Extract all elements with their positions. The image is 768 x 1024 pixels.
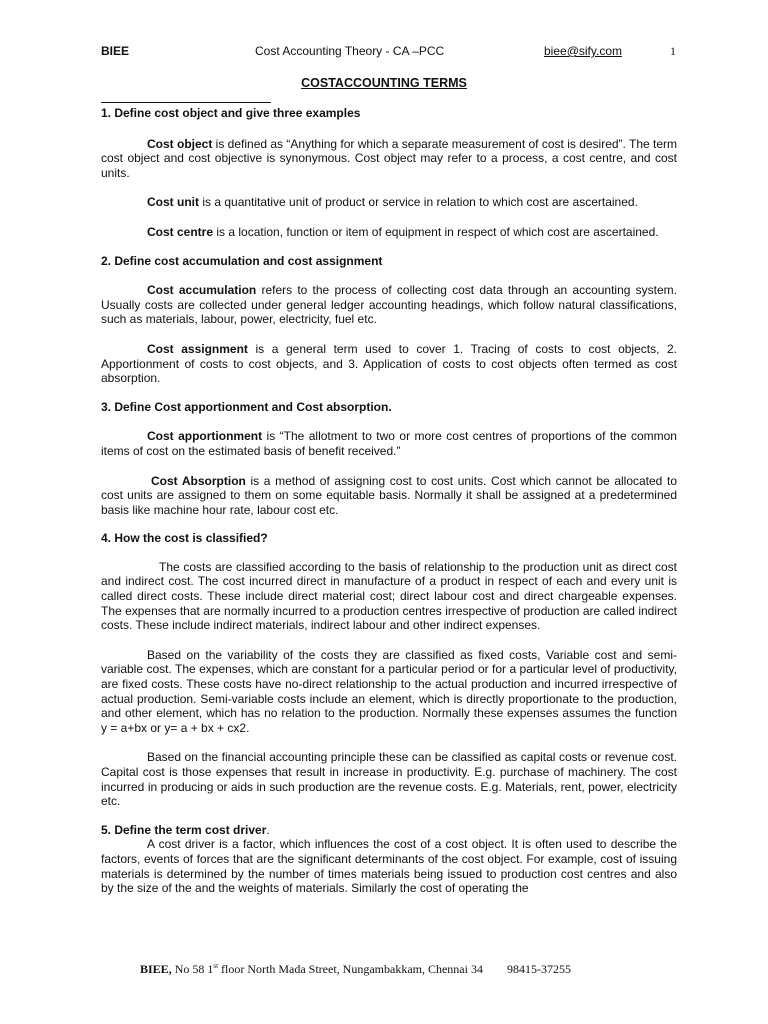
term-cost-apportionment: Cost apportionment [147, 429, 263, 444]
question-5-heading: 5. Define the term cost driver [101, 822, 267, 837]
question-2-heading: 2. Define cost accumulation and cost assignment [101, 253, 383, 268]
term-cost-accumulation: Cost accumulation [147, 283, 257, 298]
term-cost-object: Cost object [147, 136, 213, 151]
paragraph-direct-indirect-costs: The costs are classified according to the basis of relationship to the production unit as direct cost and indirect cost. The cost incurred direct in manufacture of a product in respect of each and every unit is called direct costs. These include direct material cost; direct labour cost and direct chargeable expenses. The expenses that are normally incurred to a production centres irrespective of production are called indirect costs. These include indirect materials, indirect labour and other indirect expenses. [101, 559, 677, 633]
document-title: COSTACCOUNTING TERMS [301, 76, 467, 90]
header-email-link[interactable]: biee@sify.com [544, 44, 622, 58]
paragraph-cost-assignment [101, 342, 677, 386]
paragraph-cost-centre [101, 225, 677, 240]
footer-address-sup: st [213, 962, 219, 970]
definition-cost-centre: is a location, function or item of equipment in respect of which cost are ascertained. [213, 224, 659, 239]
question-3-heading: 3. Define Cost apportionment and Cost absorption. [101, 399, 392, 414]
definition-cost-unit: is a quantitative unit of product or service in relation to which cost are ascertained. [199, 195, 638, 210]
page-header [101, 44, 681, 62]
footer-address-pre: No 58 1 [171, 962, 214, 976]
footer-address-post: floor North Mada Street, Nungambakkam, Chennai 34 [218, 962, 483, 976]
paragraph-cost-accumulation [101, 283, 677, 327]
definition-cost-object: is defined as “Anything for which a separate measurement of cost is desired”. The term cost object and cost objective is synonymous. Cost object may refer to a process, a cost centre, and cost units. [101, 136, 678, 180]
definition-cost-absorption: is a method of assigning cost to cost units. Cost which cannot be allocated to cost units are assigned to them on some equitable basis. Normally it shall be assigned at a predetermined basis like machine hour rate, labour cost etc. [101, 473, 678, 517]
question-4-heading: 4. How the cost is classified? [101, 531, 268, 546]
header-org: BIEE [101, 44, 130, 58]
term-cost-unit: Cost unit [147, 195, 199, 210]
term-cost-assignment: Cost assignment [147, 341, 248, 356]
page-footer [140, 962, 571, 977]
term-cost-centre: Cost centre [147, 224, 214, 239]
footer-org: BIEE, [140, 962, 172, 976]
header-page-number: 1 [670, 44, 676, 58]
paragraph-capital-revenue-costs: Based on the financial accounting principle these can be classified as capital costs or revenue cost. Capital cost is those expenses that result in increase in productivity. E.g. purchase of machinery. The cost incurred in producing or aids in such production are the revenue costs. E.g. Materials, rent, power, electricity etc. [101, 750, 677, 809]
paragraph-fixed-variable-costs: Based on the variability of the costs they are classified as fixed costs, Variable cost and semi-variable cost. The expenses, which are constant for a particular period or for a particular level of productivity, are fixed costs. These costs have no-direct relationship to the actual production and incurred irrespective of actual production. Semi-variable costs include an element, which is directly proportionate to the production, and other element, which has no relation to the production. Normally these expenses assumes the function y = a+bx or y= a + bx + cx2. [101, 647, 677, 735]
question-1-heading: 1. Define cost object and give three examples [101, 106, 361, 120]
paragraph-cost-absorption [101, 474, 677, 518]
document-body [101, 106, 677, 896]
term-cost-absorption: Cost Absorption [151, 473, 246, 488]
question-5-heading-end: . [266, 822, 270, 837]
definition-cost-accumulation: refers to the process of collecting cost data through an accounting system. Usually costs are collected under general ledger accounting headings, which follow natural classifications, such as materials, labour, power, electricity, fuel etc. [101, 283, 677, 327]
paragraph-cost-driver: A cost driver is a factor, which influences the cost of a cost object. It is often used to describe the factors, events of forces that are the significant determinants of the cost object. For example, cost of issuing materials is determined by the number of times materials being issued to production cost centres and also by the size of the and the weights of materials. Similarly the cost of operating the [101, 837, 677, 896]
header-subject: Cost Accounting Theory - CA –PCC [255, 44, 445, 58]
paragraph-cost-object [101, 137, 677, 181]
heading-rule [101, 102, 271, 103]
definition-cost-apportionment: is “The allotment to two or more cost centres of proportions of the common items of cost on the estimated basis of benefit received.” [101, 429, 677, 458]
footer-phone: 98415-37255 [506, 962, 571, 976]
paragraph-cost-apportionment [101, 429, 677, 458]
paragraph-cost-unit [101, 195, 677, 210]
question-5-heading-line [101, 823, 677, 838]
definition-cost-assignment: is a general term used to cover 1. Tracing of costs to cost objects, 2. Apportionment of costs to cost objects, and 3. Application of costs to cost objects often termed as cost absorption. [101, 341, 678, 386]
